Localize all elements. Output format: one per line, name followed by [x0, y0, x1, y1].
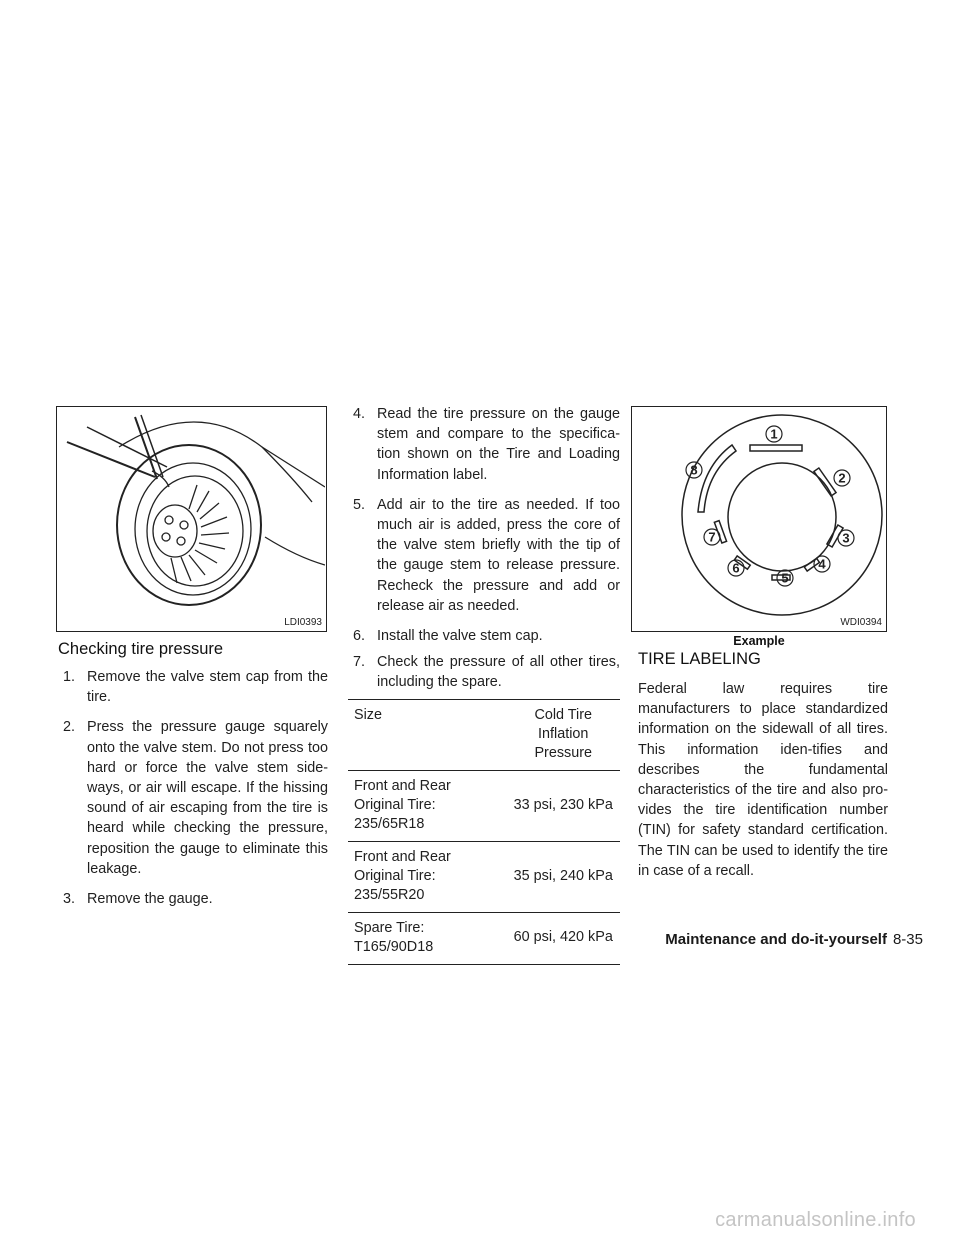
- table-header-row: [348, 699, 620, 770]
- table-row: [348, 770, 620, 841]
- callout-8: 8: [690, 462, 698, 478]
- callout-3: 3: [842, 530, 850, 546]
- labeling-heading: TIRE LABELING: [638, 650, 761, 668]
- table-row: [348, 912, 620, 964]
- callout-7: 7: [708, 529, 716, 545]
- middle-steps: [348, 404, 620, 693]
- table-cell-size: Front and Rear Original Tire: 235/55R20: [348, 841, 506, 912]
- list-item: 7. Check the pressure of all other tires, including the spare.: [353, 654, 620, 691]
- table-row: [348, 841, 620, 912]
- tire-pressure-table: [348, 699, 620, 965]
- figure-code: WDI0394: [840, 617, 882, 628]
- wheel-gauge-drawing: [57, 407, 325, 630]
- table-header-size: Size: [348, 699, 506, 770]
- footer-section-title: Maintenance and do-it-yourself: [665, 931, 887, 948]
- table-cell-pressure: 35 psi, 240 kPa: [506, 841, 620, 912]
- figure-caption: Example: [733, 634, 785, 648]
- table-cell-pressure: 60 psi, 420 kPa: [506, 912, 620, 964]
- middle-section: [348, 404, 620, 965]
- table-cell-size: Front and Rear Original Tire: 235/65R18: [348, 770, 506, 841]
- callout-1: 1: [770, 426, 778, 442]
- callout-2: 2: [838, 470, 846, 486]
- tire-gauge-illustration: [56, 406, 327, 632]
- sidewall-drawing: [632, 407, 885, 630]
- list-item: 2. Press the pressure gauge squarely onto the valve stem. Do not press too hard or force the valve stem side-ways, or air will escape. If the hissing sound of air escaping from the tire is heard while checking the pressure, reposition the gauge to eliminate this leakage.: [63, 719, 328, 877]
- figure-code: LDI0393: [284, 617, 322, 628]
- labeling-text: Federal law requires tire manufacturers to place standardized information on the sidewall of all tires. This information iden-tifies and describes the fundamental characteristics of the tire and also pro-vides the tire identification number (TIN) for safety standard certification. The TIN can be used to identify the tire in case of a recall.: [638, 681, 888, 879]
- sidewall-diagram: [631, 406, 887, 632]
- table-header-pressure: Cold Tire Inflation Pressure: [506, 699, 620, 770]
- list-item: 5. Add air to the tire as needed. If too much air is added, press the core of the valve stem briefly with the tip of the gauge stem to release pressure. Recheck the pressure and add or release air as needed.: [353, 496, 620, 614]
- list-item: 1. Remove the valve stem cap from the tire.: [63, 669, 328, 706]
- checking-section: [58, 638, 328, 919]
- checking-heading: Checking tire pressure: [58, 640, 224, 658]
- list-item: 3. Remove the gauge.: [63, 891, 213, 908]
- page-number: 8-35: [892, 931, 923, 948]
- labeling-section: [638, 648, 888, 881]
- watermark: carmanualsonline.info: [715, 1209, 916, 1231]
- page-footer: [665, 931, 923, 948]
- callout-4: 4: [818, 556, 826, 572]
- list-item: 4. Read the tire pressure on the gauge stem and compare to the specifica-tion shown on the Tire and Loading Information label.: [353, 406, 620, 483]
- checking-steps: [58, 667, 328, 909]
- callout-6: 6: [732, 560, 740, 576]
- table-cell-pressure: 33 psi, 230 kPa: [506, 770, 620, 841]
- table-cell-size: Spare Tire: T165/90D18: [348, 912, 506, 964]
- list-item: 6. Install the valve stem cap.: [353, 628, 543, 645]
- callout-5: 5: [781, 570, 789, 586]
